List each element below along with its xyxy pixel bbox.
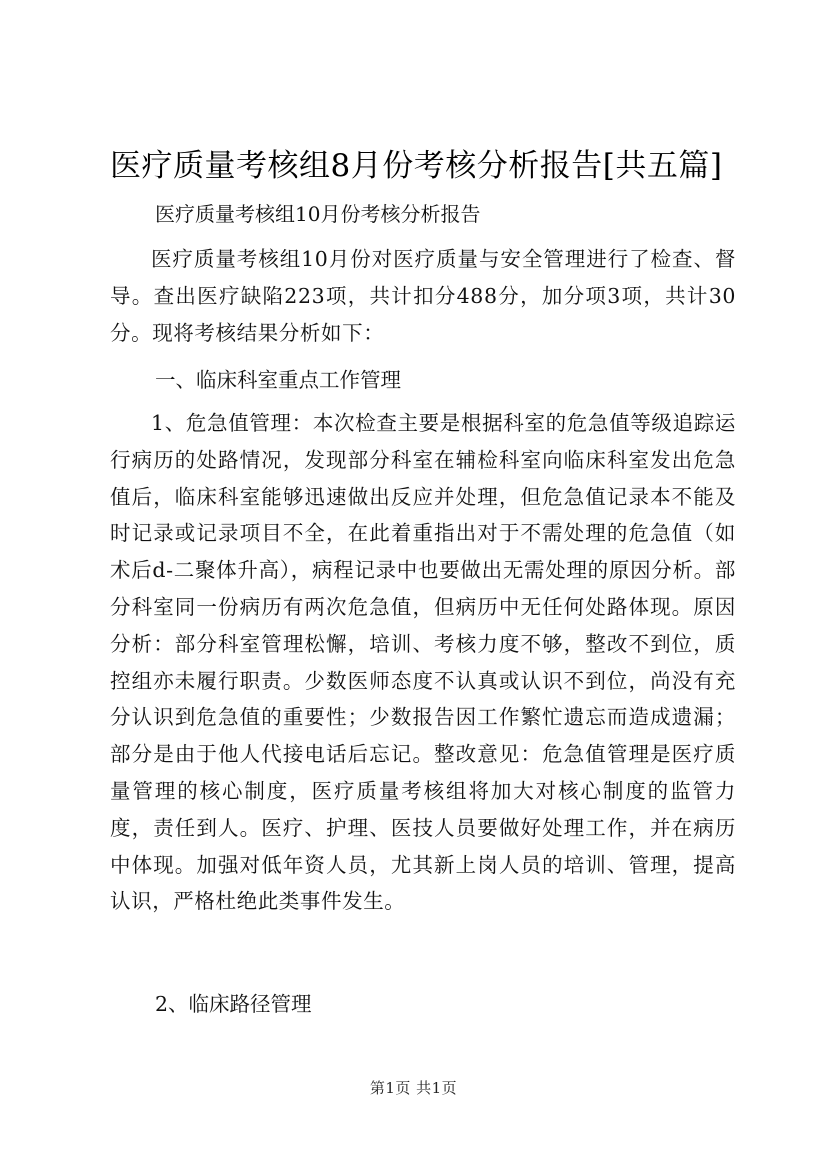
- document-title: 医疗质量考核组8月份考核分析报告[共五篇]: [110, 148, 723, 184]
- document-subtitle: 医疗质量考核组10月份考核分析报告: [155, 202, 481, 226]
- intro-paragraph: 医疗质量考核组10月份对医疗质量与安全管理进行了检查、督导。查出医疗缺陷223项，共计扣分488分，加分项3项，共计30分。现将考核结果分析如下：: [110, 247, 736, 345]
- item1-block: [110, 405, 736, 920]
- item1-paragraph: 1、危急值管理：本次检查主要是根据科室的危急值等级追踪运行病历的处路情况，发现部分科室在辅检科室向临床科室发出危急值后，临床科室能够迅速做出反应并处理，但危急值记录本不能及时记录或记录项目不全，在此着重指出对于不需处理的危急值（如术后d-二聚体升高），病程记录中也要做出无需处理的原因分析。部分科室同一份病历有两次危急值，但病历中无任何处路体现。原因分析：部分科室管理松懈，培训、考核力度不够，整改不到位，质控组亦未履行职责。少数医师态度不认真或认识不到位，尚没有充分认识到危急值的重要性；少数报告因工作繁忙遗忘而造成遗漏；部分是由于他人代接电话后忘记。整改意见：危急值管理是医疗质量管理的核心制度，医疗质量考核组将加大对核心制度的监管力度，责任到人。医疗、护理、医技人员要做好处理工作，并在病历中体现。加强对低年资人员，尤其新上岗人员的培训、管理，提高认识，严格杜绝此类事件发生。: [110, 411, 736, 914]
- document-body: [110, 241, 736, 351]
- item2-heading: 2、临床路径管理: [155, 992, 312, 1016]
- section-heading: 一、临床科室重点工作管理: [155, 368, 401, 392]
- page-footer: 第1页 共1页: [369, 1079, 458, 1097]
